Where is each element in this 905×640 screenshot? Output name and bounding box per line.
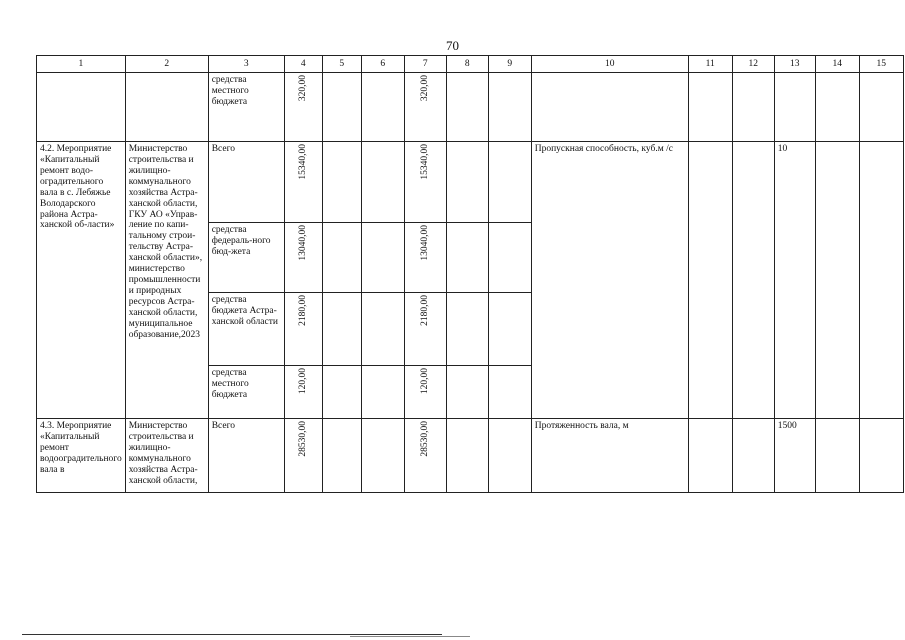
scan-edge-line: [22, 634, 442, 635]
header-cell: 15: [859, 56, 903, 73]
amount-value: 2180,00: [297, 295, 308, 326]
amount-value: 320,00: [297, 75, 308, 102]
responsible-executor: Министерство строительства и жилищно-коммунального хозяйства Астра-ханской области,: [125, 419, 208, 493]
table-row: [37, 142, 904, 223]
header-cell: 2: [125, 56, 208, 73]
header-row: [37, 56, 904, 73]
amount-value: 28530,00: [297, 421, 308, 457]
amount-value: 2180,00: [419, 295, 430, 326]
funding-source: Всего: [208, 419, 284, 493]
funding-source: средства бюджета Астра-ханской области: [208, 293, 284, 366]
amount-value: 120,00: [297, 368, 308, 395]
indicator-value: 1500: [774, 419, 815, 493]
header-cell: 14: [815, 56, 859, 73]
indicator-name: Протяженность вала, м: [531, 419, 688, 493]
funding-source: средства местного бюджета: [208, 366, 284, 419]
header-cell: 9: [488, 56, 531, 73]
budget-table: [36, 55, 904, 493]
table-row: [37, 73, 904, 142]
amount-value: 15340,00: [297, 144, 308, 180]
responsible-executor: Министерство строительства и жилищно-коммунального хозяйства Астра-ханской области, ГКУ АО «Управ-ление по капи-тальному строи-тельству Астра-ханской области», министерство промышленности и природных ресурсов Астра-ханской области, муниципальное образование,2023: [125, 142, 208, 419]
header-cell: 5: [322, 56, 361, 73]
funding-source: средства местного бюджета: [208, 73, 284, 142]
header-cell: 6: [361, 56, 404, 73]
funding-source: Всего: [208, 142, 284, 223]
amount-value: 320,00: [419, 75, 430, 102]
header-cell: 3: [208, 56, 284, 73]
indicator-value: 10: [774, 142, 815, 419]
header-cell: 1: [37, 56, 126, 73]
amount-value: 28530,00: [419, 421, 430, 457]
header-cell: 7: [404, 56, 446, 73]
funding-source: средства федераль-ного бюд-жета: [208, 223, 284, 293]
page-number: 70: [446, 38, 459, 53]
table-row: [37, 419, 904, 493]
header-cell: 8: [446, 56, 488, 73]
amount-value: 13040,00: [419, 225, 430, 261]
amount-value: 15340,00: [419, 144, 430, 180]
header-cell: 13: [774, 56, 815, 73]
scan-edge-line: [350, 636, 470, 637]
measure-name: 4.2. Мероприятие «Капитальный ремонт водо-оградительного вала в с. Лебяжье Володарского района Астра-ханской об-ласти»: [37, 142, 126, 419]
header-cell: 4: [284, 56, 322, 73]
header-cell: 11: [688, 56, 732, 73]
indicator-name: Пропускная способность, куб.м /с: [531, 142, 688, 419]
amount-value: 120,00: [419, 368, 430, 395]
amount-value: 13040,00: [297, 225, 308, 261]
header-cell: 10: [531, 56, 688, 73]
measure-name: 4.3. Мероприятие «Капитальный ремонт водооградительного вала в: [37, 419, 126, 493]
header-cell: 12: [732, 56, 774, 73]
